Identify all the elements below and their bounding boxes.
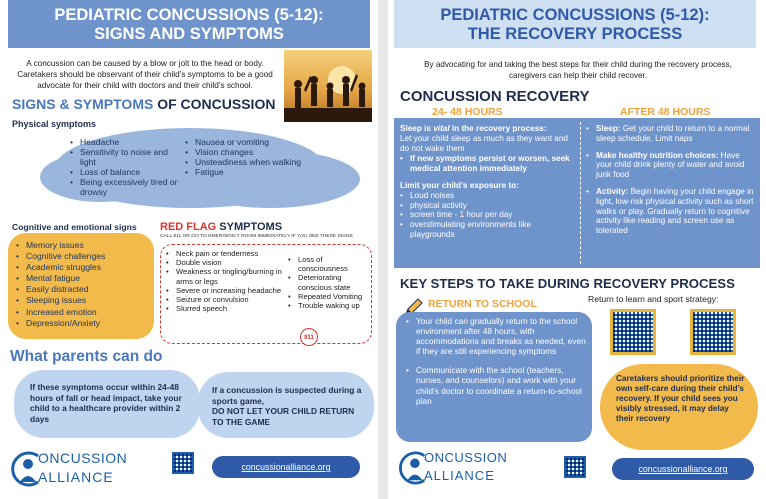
list-item: • Deteriorating conscious state (288, 273, 370, 291)
signs-symptoms-page (0, 0, 378, 499)
sports-text-a: If a concussion is suspected during a sports game, (212, 385, 362, 406)
list-item: • Unsteadiness when walking (185, 157, 305, 167)
medical-note: • If new symptoms persist or worsen, seek medical attention immediately (400, 154, 576, 174)
red-flag-list-2 (288, 255, 370, 310)
list-item: • Slurred speech (166, 304, 284, 313)
list-item: • Loss of consciousness (288, 255, 370, 273)
website-link[interactable]: concussionalliance.org (612, 458, 754, 480)
recovery-title: CONCUSSION RECOVERY (400, 88, 590, 105)
sleep-heading-c: in the recovery process: (449, 124, 547, 133)
list-item: • Sleeping issues (16, 295, 152, 306)
col-after-48-title: AFTER 48 HOURS (620, 106, 711, 118)
cognitive-signs-list (16, 240, 152, 329)
after-sleep-text: Get your child to return to a normal sleep schedule. Limit naps (596, 124, 750, 143)
right-banner-title: PEDIATRIC CONCUSSIONS (5-12): (440, 6, 710, 24)
limit-title: Limit your child’s exposure to: (400, 180, 519, 190)
signs-section-title (12, 96, 275, 112)
after-activity-label: Activity: (596, 186, 629, 196)
list-item: • Easily distracted (16, 284, 152, 295)
children-silhouette-photo (284, 50, 372, 122)
recovery-divider (580, 122, 581, 264)
recovery-intro: By advocating for and taking the best steps for their child during the recovery process, caregivers can help their child recover. (424, 60, 732, 80)
list-item: • Cognitive challenges (16, 251, 152, 262)
cognitive-signs-label: Cognitive and emotional signs (12, 222, 137, 232)
list-item: • Depression/Anxiety (16, 318, 152, 329)
list-item: • Severe or increasing headache (166, 286, 284, 295)
left-banner-title: PEDIATRIC CONCUSSIONS (5-12): (54, 6, 324, 24)
phone-911-icon (300, 328, 318, 346)
left-banner (8, 0, 370, 48)
col-24-48-content (400, 124, 576, 240)
red-flag-list-1 (166, 249, 284, 313)
list-item: • screen time - 1 hour per day (400, 210, 576, 220)
sports-text-b: DO NOT LET YOUR CHILD RETURN TO THE GAME (212, 406, 355, 427)
red-flag-title (160, 221, 282, 233)
list-item: • overstimulating environments like playgrounds (400, 220, 576, 240)
phone-911-label: 911 (304, 335, 314, 341)
key-steps-title: KEY STEPS TO TAKE DURING RECOVERY PROCESS (400, 276, 735, 291)
col-after-48-content (586, 124, 756, 236)
page-gutter (378, 0, 388, 499)
after-sleep-label: Sleep: (596, 124, 621, 133)
recovery-process-page (388, 0, 766, 499)
red-flag-rest: SYMPTOMS (216, 221, 283, 233)
return-school-list (406, 316, 586, 406)
list-item: • Neck pain or tenderness (166, 249, 284, 258)
intro-text: A concussion can be caused by a blow or jolt to the head or body. Caretakers should be observant of their child’s symptoms to be a good advocate for their child with doctors and their child’s school. (17, 59, 273, 90)
parents-box-symptoms-text: If these symptoms occur within 24-48 hours of fall or head impact, take your child to a healthcare provider within 2 days (30, 382, 182, 424)
sleep-heading (400, 124, 576, 134)
sleep-text: Let your child sleep as much as they want and do not wake them (400, 133, 568, 153)
after-activity-text: Begin having your child engage in light, low-risk physical activity such as short walks or play. Gradually return to cognitive activity like reading and screen use as tolerated (596, 186, 754, 236)
list-item: • Fatigue (185, 167, 305, 177)
list-item: • Memory issues (16, 240, 152, 251)
physical-symptoms-list-2 (185, 137, 305, 177)
logo-text-1: ONCUSSION (38, 450, 128, 466)
return-to-school-title: RETURN TO SCHOOL (428, 298, 537, 310)
after-nutrition-label: Make healthy nutrition choices: (596, 150, 719, 160)
right-banner (394, 0, 756, 48)
list-item: • Your child can gradually return to the school environment after 48 hours, with accommodations and breaks as needed, even if they are still experiencing symptoms (406, 316, 586, 356)
list-item: • Repeated Vomiting (288, 292, 370, 301)
physical-symptoms-list-1 (70, 137, 182, 197)
physical-symptoms-label: Physical symptoms (12, 119, 97, 129)
after-sleep (586, 124, 756, 144)
parents-title: What parents can do (10, 348, 163, 365)
list-item: • Loud noises (400, 191, 576, 201)
logo-text-2: ALLIANCE (38, 469, 114, 485)
list-item: • Communicate with the school (teachers, nurses, and counselors) and work with your child’s doctor to coordinate a return-to-school plan (406, 365, 586, 405)
qr-code (564, 456, 586, 478)
logo-text-1: ONCUSSION (424, 450, 508, 465)
list-item: • physical activity (400, 201, 576, 211)
list-item: • Headache (70, 137, 182, 147)
strategy-label: Return to learn and sport strategy: (588, 294, 719, 304)
list-item: • Sensitivity to noise and light (70, 147, 182, 167)
red-flag-note: CALL 911 OR GO TO EMERGENCY ROOM IMMEDIATELY IF YOU SEE THESE SIGNS (160, 234, 353, 239)
list-item: • Academic struggles (16, 262, 152, 273)
sleep-heading-vital: vital (433, 124, 450, 133)
col-24-48-title: 24- 48 HOURS (432, 106, 503, 118)
qr-code-sport (690, 309, 736, 355)
list-item: • Being excessively tired or drowsy (70, 177, 182, 197)
selfcare-text: Caretakers should prioritize their own self-care during their child’s recovery. If your child sees you visibly stressed, it may delay their recovery (616, 374, 745, 423)
right-banner-subtitle: THE RECOVERY PROCESS (467, 25, 683, 43)
after-nutrition-text: Have your child drink plenty of water and avoid junk food (596, 150, 745, 180)
list-item: • Double vision (166, 258, 284, 267)
list-item: • Increased emotion (16, 307, 152, 318)
logo-text-2: ALLIANCE (424, 468, 495, 483)
list-item: • Loss of balance (70, 167, 182, 177)
after-activity (586, 187, 756, 236)
list-item: • Mental fatigue (16, 273, 152, 284)
website-link[interactable]: concussionalliance.org (212, 456, 360, 478)
red-flag-highlight: RED FLAG (160, 221, 217, 233)
signs-title-highlight: SIGNS & SYMPTOMS (12, 96, 154, 112)
concussion-alliance-logo (8, 446, 158, 492)
list-item: • Nausea or vomiting (185, 137, 305, 147)
list-item: • Vision changes (185, 147, 305, 157)
qr-code (172, 452, 194, 474)
list-item: • Weakness or tingling/burning in arms or legs (166, 267, 284, 285)
qr-code-learn (610, 309, 656, 355)
parents-box-sports-text (212, 385, 364, 427)
signs-title-rest: OF CONCUSSION (153, 96, 276, 112)
list-item: • Seizure or convulsion (166, 295, 284, 304)
concussion-alliance-logo-right (396, 448, 546, 494)
sleep-heading-a: Sleep is (400, 124, 434, 133)
left-banner-subtitle: SIGNS AND SYMPTOMS (94, 25, 284, 43)
list-item: • Trouble waking up (288, 301, 370, 310)
after-nutrition (586, 151, 756, 180)
